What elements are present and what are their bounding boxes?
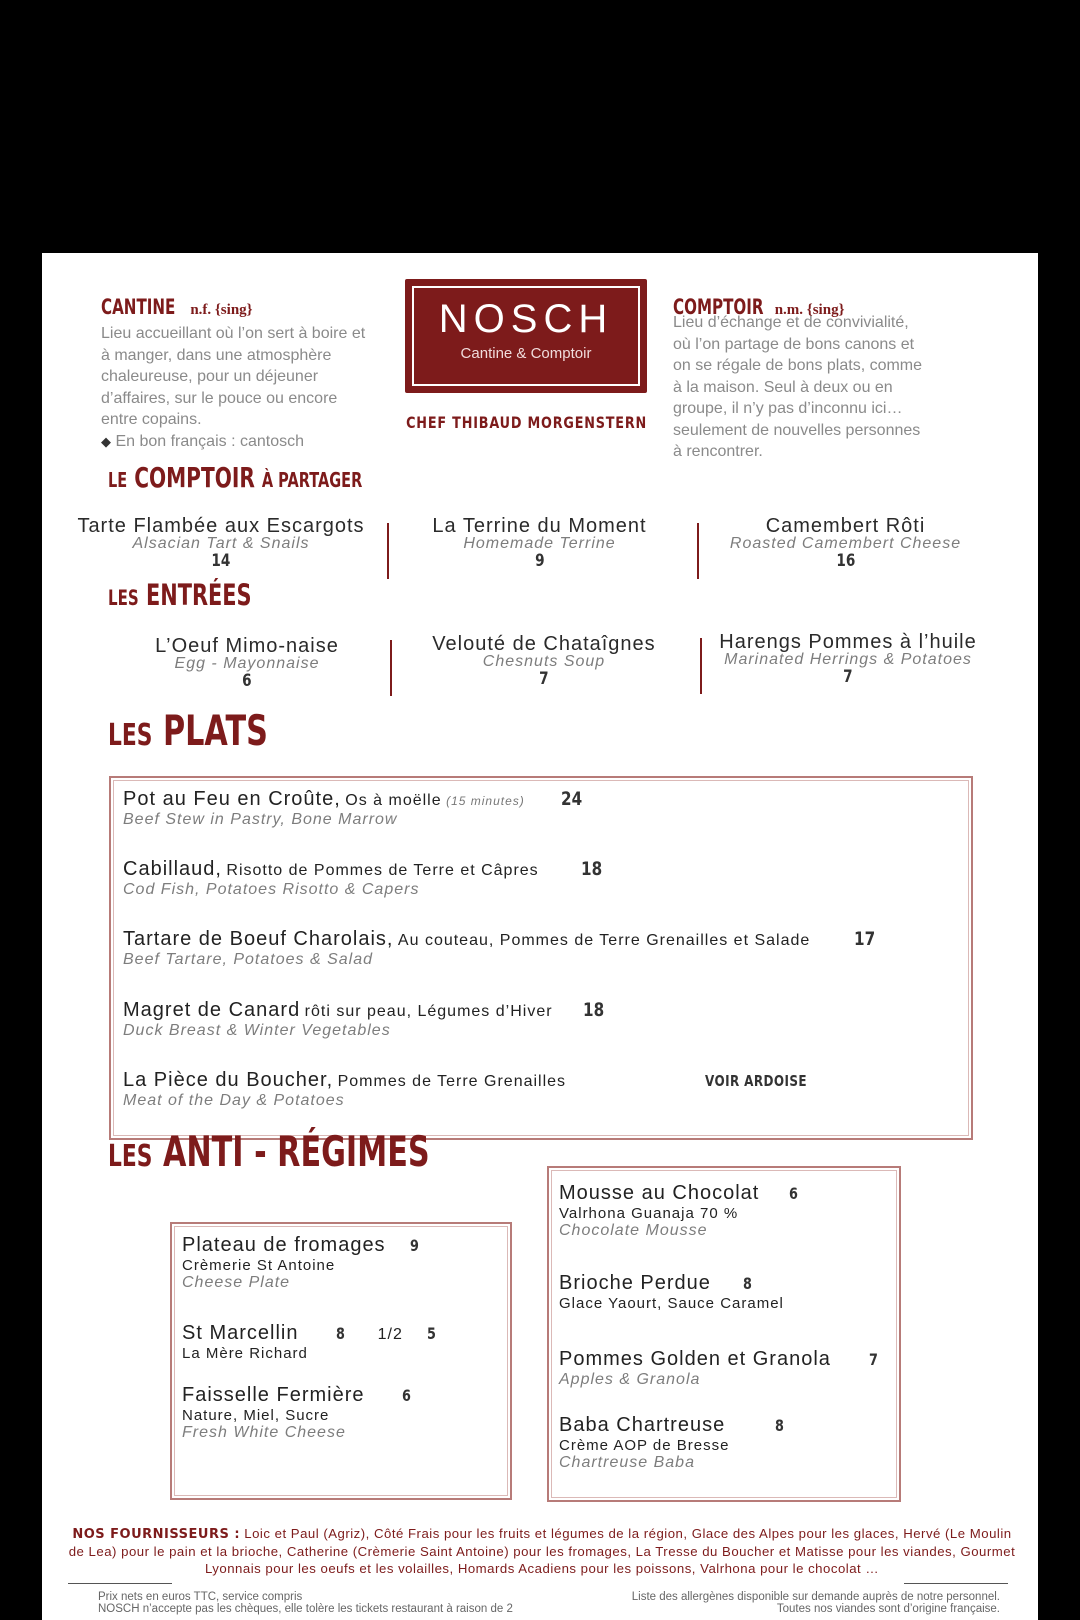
diamond-bullet-icon: ◆ <box>101 433 111 449</box>
dessert-item: Pommes Golden et Granola 7 Apples & Granola <box>559 1348 878 1388</box>
dessert-item: Baba Chartreuse 8 Crème AOP de Bresse Chartreuse Baba <box>559 1414 785 1471</box>
plat-item: La Pièce du Boucher, Pommes de Terre Grenailles Meat of the Day & Potatoes VOIR ARDOISE <box>123 1069 807 1109</box>
footer-right: Liste des allergènes disponible sur demande auprès de notre personnel. Toutes nos viandes sont d’origine française. <box>631 1591 1000 1615</box>
cheese-item: St Marcellin 8 1/2 5 La Mère Richard <box>182 1322 436 1362</box>
plats-box <box>109 776 973 1140</box>
footer-left: Prix nets en euros TTC, service compris NOSCH n’accepte pas les chèques, elle tolère les tickets restaurant à raison de 2 <box>98 1591 513 1615</box>
menu-sheet <box>42 253 1038 1620</box>
cantine-heading: CANTINE n.f. {sing} <box>101 295 253 319</box>
divider <box>387 523 389 579</box>
dessert-item: Brioche Perdue 8 Glace Yaourt, Sauce Caramel <box>559 1272 784 1312</box>
dessert-item: Mousse au Chocolat 6 Valrhona Guanaja 70 % Chocolate Mousse <box>559 1182 799 1239</box>
plat-item: Cabillaud, Risotto de Pommes de Terre et Câpres 18 Cod Fish, Potatoes Risotto & Capers <box>123 858 602 898</box>
entree-item: Harengs Pommes à l’huile Marinated Herrings & Potatoes 7 <box>719 631 977 687</box>
comptoir-def-heading: COMPTOIR n.m. {sing} <box>673 295 845 319</box>
cantine-definition: Lieu accueillant où l’on sert à boire et à manger, dans une atmosphère chaleureuse, pour un déjeuner d’affaires, sur le pouce ou encore entre copains. ◆ En bon français : cantosch <box>101 323 401 452</box>
comptoir-item: Tarte Flambée aux Escargots Alsacian Tart & Snails 14 <box>77 515 365 571</box>
comptoir-section-heading: LE COMPTOIR À PARTAGER <box>108 461 363 494</box>
plat-item: Tartare de Boeuf Charolais, Au couteau, Pommes de Terre Grenailles et Salade 17 Beef Tartare, Potatoes & Salad <box>123 928 876 968</box>
cheese-item: Faisselle Fermière 6 Nature, Miel, Sucre Fresh White Cheese <box>182 1384 412 1441</box>
comptoir-item: La Terrine du Moment Homemade Terrine 9 <box>432 515 647 571</box>
entrees-section-heading: LES ENTRÉES <box>108 578 252 612</box>
dessert-box <box>547 1166 901 1502</box>
comptoir-item: Camembert Rôti Roasted Camembert Cheese 16 <box>729 515 962 571</box>
anti-section-heading: LES ANTI - RÉGIMES <box>108 1127 430 1176</box>
cheese-box <box>170 1222 512 1500</box>
chef-name: CHEF THIBAUD MORGENSTERN <box>406 413 648 432</box>
cantine-note: ◆ En bon français : cantosch <box>101 432 305 450</box>
suppliers-text: NOS FOURNISSEURS : Loic et Paul (Agriz), Côté Frais pour les fruits et légumes de la région, Glace des Alpes pour les glaces, Hervé (Le Moulin de Lea) pour le pain et la brioche, Catherine (Crèmerie Saint Antoine) pour les fromages, La Tresse du Boucher et Matisse pour les viandes, Gourmet Lyonnais pour les oeufs et les volailles, Homards Acadiens pour les poissons, Valrhona pour le chocolat … <box>68 1526 1016 1576</box>
plat-item: Magret de Canard rôti sur peau, Légumes d’Hiver 18 Duck Breast & Winter Vegetables <box>123 999 604 1039</box>
footer-rule-left <box>68 1583 172 1584</box>
divider <box>390 640 392 696</box>
entree-item: L’Oeuf Mimo-naise Egg - Mayonnaise 6 <box>155 635 339 691</box>
comptoir-definition: Lieu d’échange et de convivialité, où l’on partage de bons canons et on se régale de bons plats, comme à la maison. Seul à deux ou en groupe, il n’y pas d’inconnu ici… seulement de nouvelles personnes à rencontrer. <box>673 314 923 460</box>
voir-ardoise-label: VOIR ARDOISE <box>705 1072 807 1090</box>
plats-section-heading: LES PLATS <box>108 706 268 755</box>
plat-item: Pot au Feu en Croûte, Os à moëlle (15 minutes) 24 Beef Stew in Pastry, Bone Marrow <box>123 788 582 828</box>
entree-item: Velouté de Chataîgnes Chesnuts Soup 7 <box>432 633 656 689</box>
footer-rule-right <box>904 1583 1008 1584</box>
cheese-item: Plateau de fromages 9 Crèmerie St Antoine Cheese Plate <box>182 1234 419 1291</box>
nosch-logo: NOSCH Cantine & Comptoir <box>405 279 647 393</box>
